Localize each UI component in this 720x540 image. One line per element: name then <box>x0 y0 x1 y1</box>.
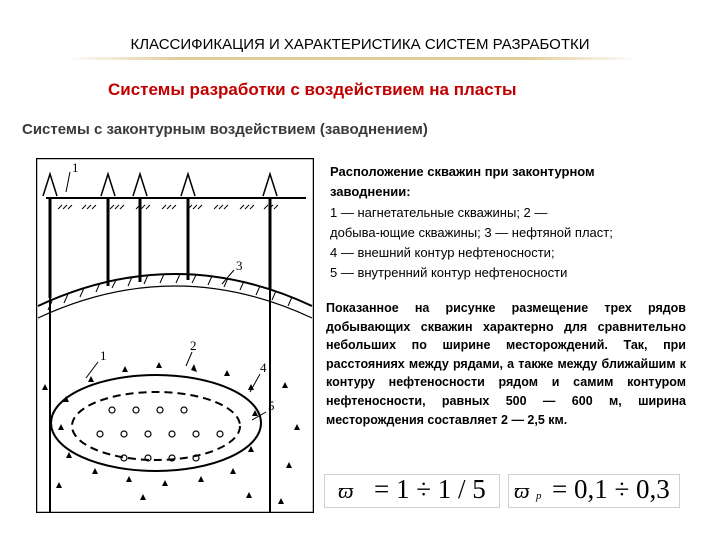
omega-symbol: ϖ <box>338 478 354 503</box>
subscript-p: p <box>536 490 542 502</box>
formula-ratio-p <box>508 474 680 508</box>
formula-expression: = 0,1 ÷ 0,3 <box>552 474 670 504</box>
omega-symbol: ϖ <box>514 478 530 503</box>
subtitle: Системы разработки с воздействием на пласты <box>108 80 517 99</box>
formula-ratio <box>324 474 500 508</box>
legend-line: 1 — нагнетательные скважины; 2 — <box>330 205 548 220</box>
label-2: 2 <box>190 338 197 353</box>
well-layout-diagram <box>36 158 314 513</box>
label-1-plan: 1 <box>100 348 107 363</box>
label-3: 3 <box>236 258 243 273</box>
legend-line: 4 — внешний контур нефтеносности; <box>330 245 555 260</box>
legend-line: 5 — внутренний контур нефтеносности <box>330 265 568 280</box>
title-divider <box>64 57 640 60</box>
label-5: 5 <box>268 398 275 413</box>
label-4: 4 <box>260 360 267 375</box>
legend-line: добыва-ющие скважины; 3 — нефтяной пласт; <box>330 225 613 240</box>
section-heading: Системы с законтурным воздействием (заводнением) <box>22 121 428 138</box>
page-title: КЛАССИФИКАЦИЯ И ХАРАКТЕРИСТИКА СИСТЕМ РАЗРАБОТКИ <box>130 36 590 53</box>
description-paragraph: Показанное на рисунке размещение трех рядов добывающих скважин характерно для сравнительно небольших по ширине месторождений. Так, при расстояниях между рядами, а также между ближайшим к контуру нефтеносности рядом и самим контуром нефтеносности, равных 500 — 600 м, ширина месторождения составляет 2 — 2,5 км. <box>326 301 686 427</box>
label-1-top: 1 <box>72 160 79 175</box>
caption-heading: Расположение скважин при законтурном заводнении: <box>330 164 595 199</box>
caption-legend <box>330 203 690 283</box>
formula-expression: = 1 ÷ 1 / 5 <box>374 474 486 504</box>
